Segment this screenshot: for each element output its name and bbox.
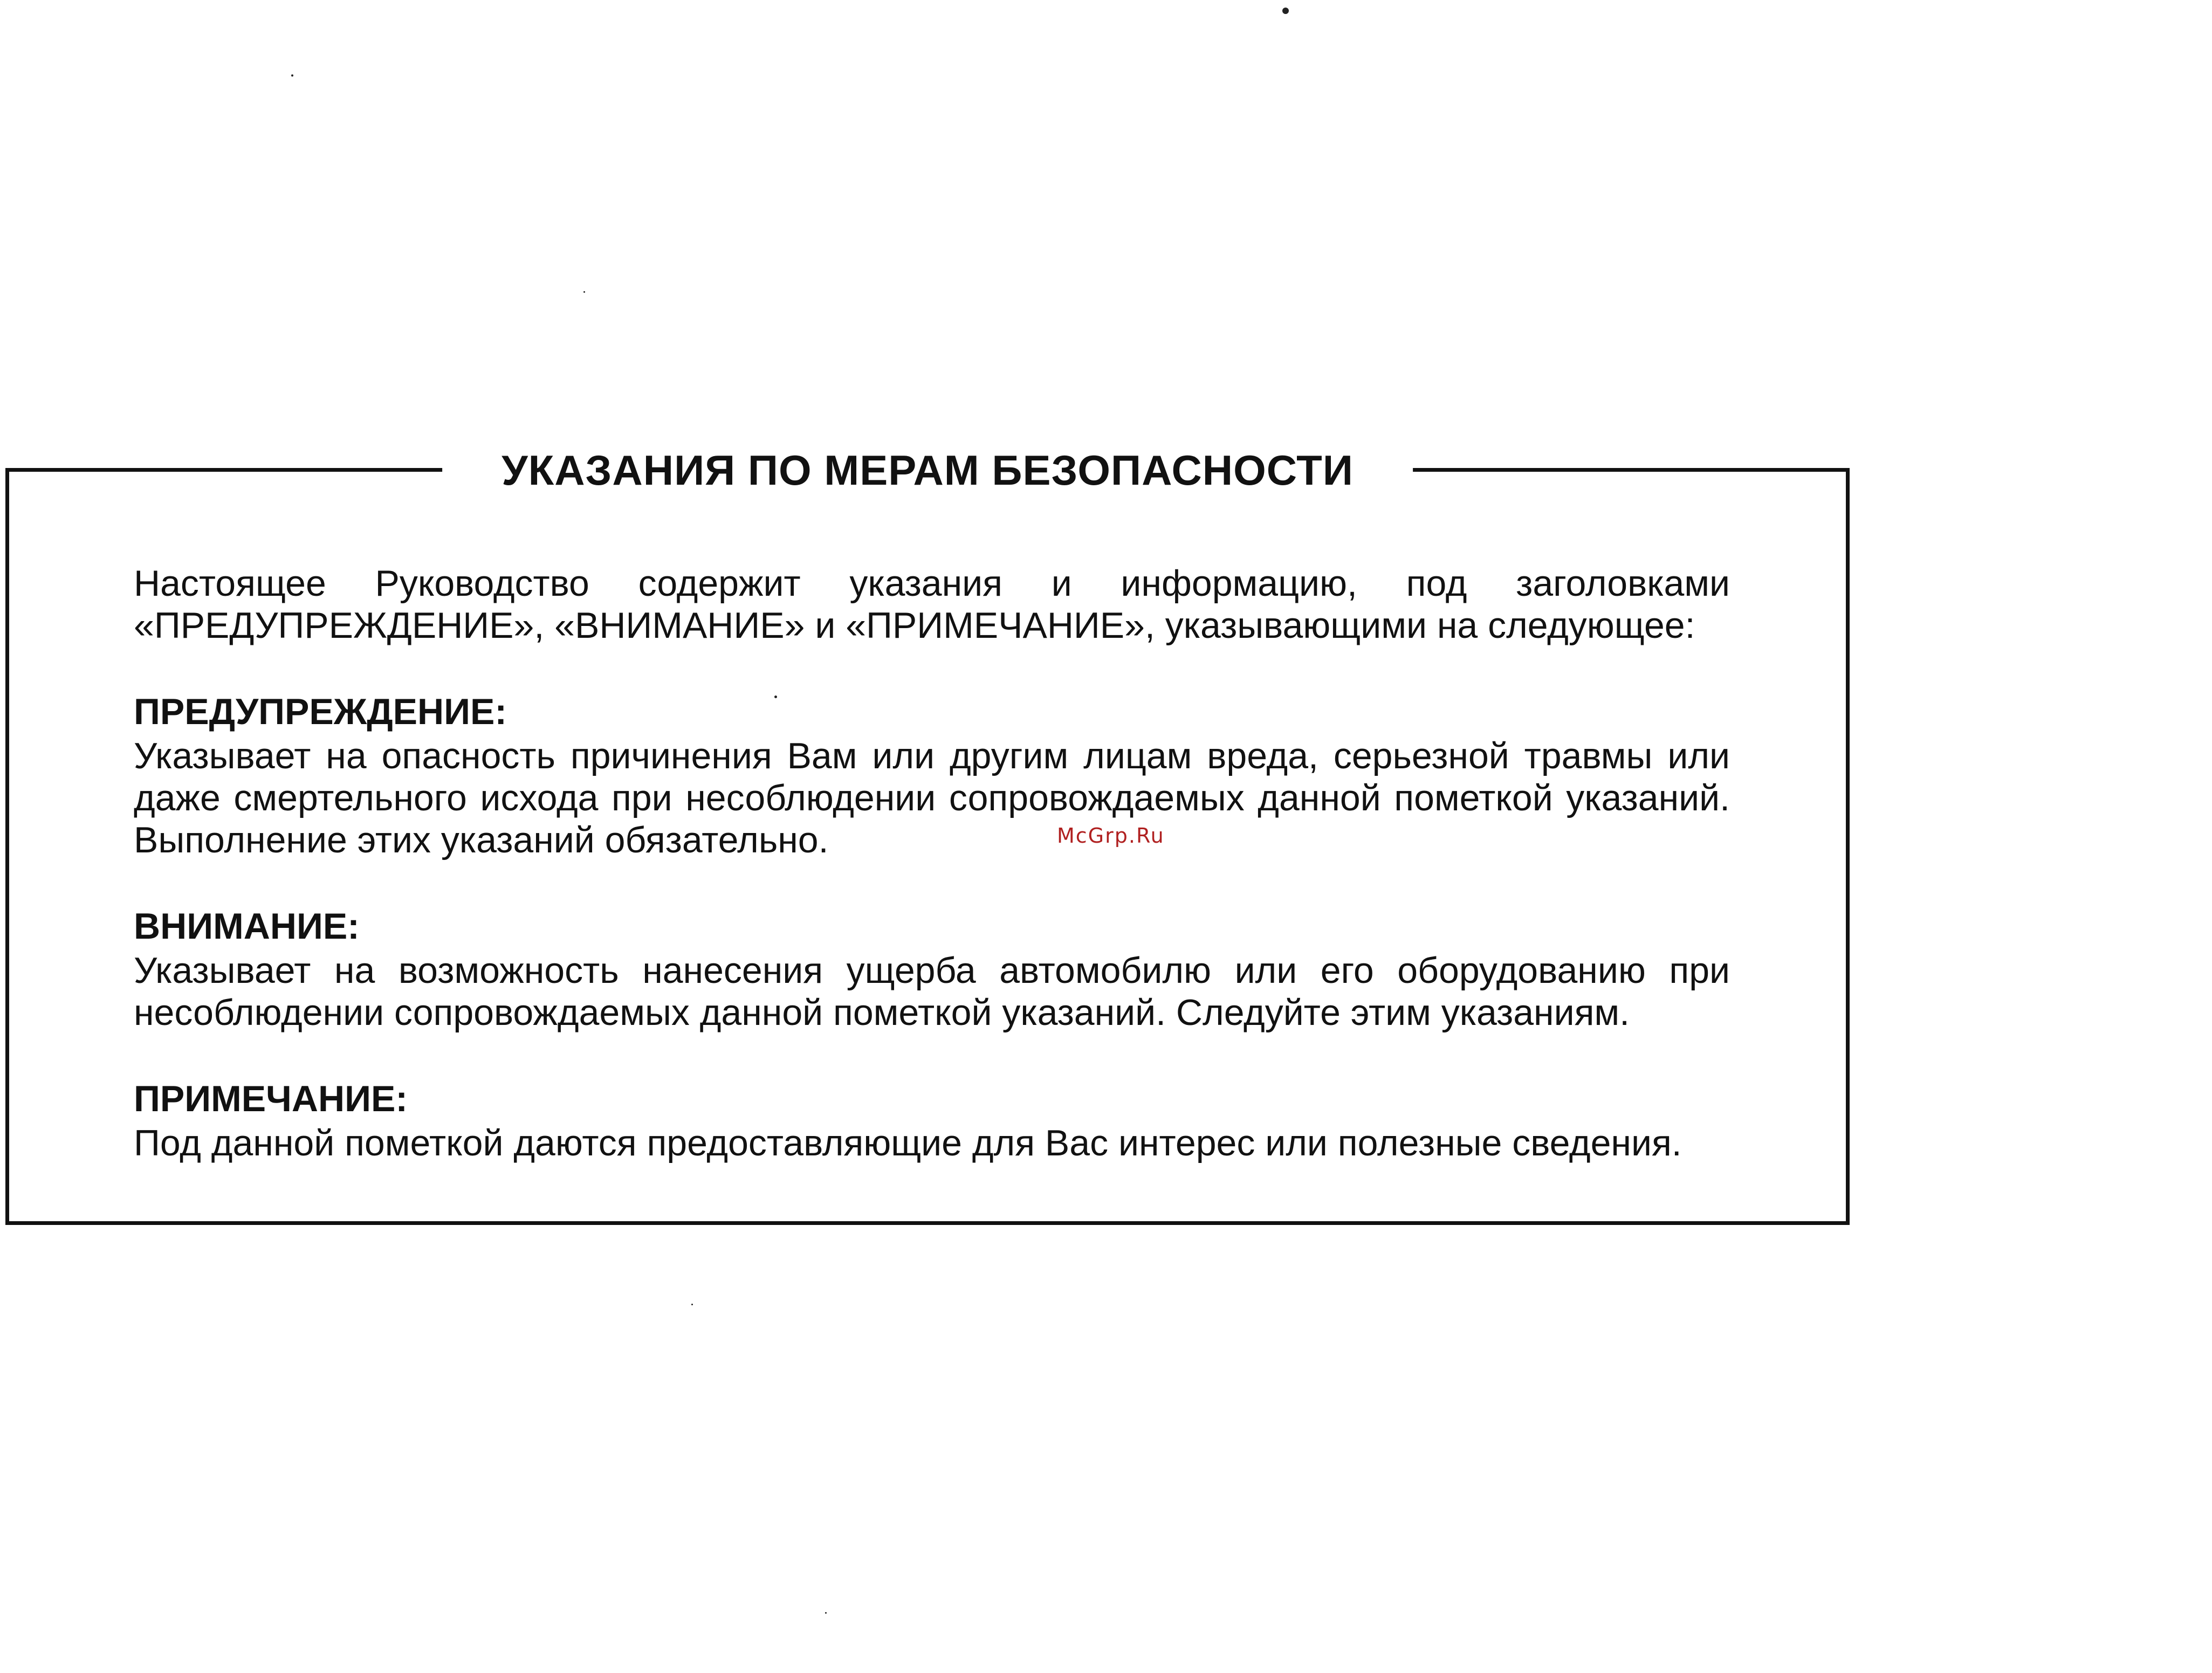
box-title: УКАЗАНИЯ ПО МЕРАМ БЕЗОПАСНОСТИ <box>442 440 1413 500</box>
note-heading: ПРИМЕЧАНИЕ: <box>134 1078 408 1119</box>
scan-speck <box>691 1304 693 1305</box>
scan-speck <box>825 1612 827 1614</box>
warning-text: Указывает на опасность причинения Вам или другим лицам вреда, серьезной травмы или даже смертельного исхода при несоблюдении сопровождаемых данной пометкой указаний. Выполнение этих указаний обязательно. <box>134 735 1730 860</box>
safety-instructions-box <box>5 446 1850 1225</box>
intro-paragraph: Настоящее Руководство содержит указания и информацию, под заголовками «ПРЕДУПРЕЖДЕНИЕ», «ВНИМАНИЕ» и «ПРИМЕЧАНИЕ», указывающими на следующее: <box>134 563 1730 646</box>
caution-heading: ВНИМАНИЕ: <box>134 906 360 947</box>
scan-speck <box>1282 8 1289 14</box>
warning-section <box>134 691 1730 861</box>
caution-section <box>134 905 1730 1034</box>
box-content <box>134 562 1730 1164</box>
note-text: Под данной пометкой даются предоставляющие для Вас интерес или полезные сведения. <box>134 1123 1682 1163</box>
scan-speck <box>583 291 585 293</box>
watermark: McGrp.Ru <box>1057 824 1165 848</box>
note-section <box>134 1078 1730 1164</box>
warning-heading: ПРЕДУПРЕЖДЕНИЕ: <box>134 691 507 732</box>
caution-text: Указывает на возможность нанесения ущерба автомобилю или его оборудованию при несоблюдении сопровождаемых данной пометкой указаний. Следуйте этим указаниям. <box>134 950 1730 1033</box>
scan-speck <box>291 74 293 77</box>
